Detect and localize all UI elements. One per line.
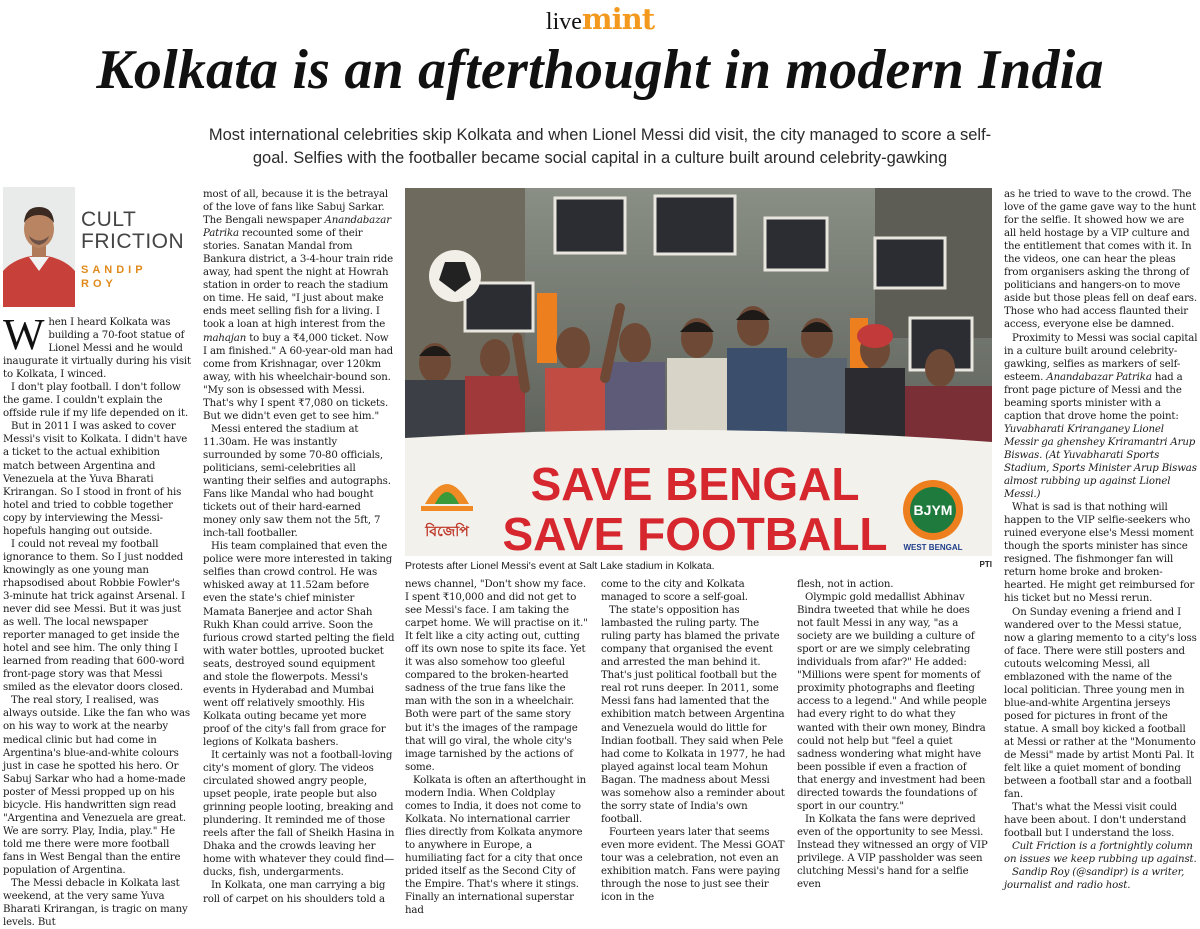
article-column-2 [203, 188, 395, 905]
author-bio: Sandip Roy (@sandipr) is a writer, journalist and radio host. [1004, 867, 1185, 892]
bjym-sub-text: WEST BENGAL [903, 543, 963, 552]
paragraph: come to the city and Kolkata managed to score a self-goal. [601, 579, 748, 604]
paragraph: The state's opposition has lambasted the ruling party. The ruling party has blamed the private company that organised the event and arrested the man behind it. That's just political football but the real rot runs deeper. In 2011, some Messi fans had lamented that the exhibition match between Argentina and Venezuela would do little for Indian football. They said when Pele had come to Kolkata in 1977, he had played against local team Mohun Bagan. The madness about Messi was somehow also a reminder about the sorry state of India's own football. [601, 605, 786, 825]
paragraph: as he tried to wave to the crowd. The love of the game gave way to the hunt for the selfie. It showed how we are all held hostage by a VIP culture and the entitlement that comes with it. In the videos, one can hear the pleas from organisers asking the throng of politicians and hangers-on to move aside but those pleas fell on deaf ears. Those who had access flaunted their access, everyone else be damned. [1004, 189, 1197, 331]
column-name: CULT FRICTION [81, 208, 185, 253]
paragraph: In Kolkata, one man carrying a big roll of carpet on his shoulders told a [203, 880, 386, 905]
paragraph: What is sad is that nothing will happen to the VIP selfie-seekers who ruined everyone else's Messi moment though the sports minister has since resigned. The fishmonger fan will return home broke and broken-hearted. He might get reimbursed for his ticket but no Messi rerun. [1004, 502, 1195, 605]
paragraph: But in 2011 I was asked to cover Messi's visit to Kolkata. I didn't have a ticket to the actual exhibition match between Argentina and Venezuela at the Yuva Bharati Krirangan. So I stood in front of his hotel and tried to cobble together copy by interviewing the Messi-hopefuls hanging out outside. [3, 421, 188, 537]
paragraph: I could not reveal my football ignorance to them. So I just nodded knowingly as one young man rhapsodised about Robbie Fowler's 3-minute hat trick against Arsenal. I never did see Messi. But it was just as well. The local newspaper reporter managed to get inside the hotel and see him. The only thing I learned from reading that 600-word front-page story was that Messi smiled as the elevator doors closed. [3, 538, 186, 694]
masthead-logo [0, 2, 1200, 36]
paragraph: The real story, I realised, was always outside. Like the fan who was on his way to work at the nearby medical clinic but had come in Argentina's blue-and-white colours just in case he spotted his hero. Or Sabuj Sarkar who had a home-made poster of Messi propped up on his bicycle. His handwritten sign read "Argentina and Venezuela are great. We are sorry. Play, India, play." He told me there were more football fans in West Bengal than the entire population of Argentina. [3, 695, 190, 876]
article-column-1 [3, 310, 191, 929]
paragraph: The Messi debacle in Kolkata last weekend, at the very same Yuva Bharati Krirangan, is tragic on many levels. But [3, 878, 188, 929]
paragraph: Fourteen years later that seems even more evident. The Messi GOAT tour was a celebration, not even an exhibition match. Fans were paying through the nose to just see their icon in the [601, 826, 785, 904]
headline: Kolkata is an afterthought in modern India [96, 39, 1104, 101]
paragraph: most of all, because it is the betrayal of the love of fans like Sabuj Sarkar. The Bengali newspaper Anandabazar Patrika recounted some of their stories. Sanatan Mandal from Bankura district, a 3-4-hour train ride away, had spent the night at Howrah station in order to reach the stadium on time. He said, "I just about make ends meet selling fish for a living. I took a loan at high interest from the mahajan to buy a ₹4,000 ticket. Now I am finished." A 60-year-old man had come from Krishnagar, over 120km away, with his wheelchair-bound son. "My son is obsessed with Messi. That's why I spent ₹7,080 on tickets. But we didn't even get to see him." [203, 189, 394, 422]
author-block [3, 187, 189, 307]
author-byline: SANDIP ROY [81, 264, 147, 290]
logo-mint: mint [581, 2, 655, 36]
deck: Most international celebrities skip Kolkata and when Lionel Messi did visit, the city managed to score a self-goal. Selfies with the footballer became social capital in a culture built around celebrity-gawking [208, 126, 992, 167]
banner-line-1: SAVE BENGAL [530, 458, 860, 510]
article-column-5 [797, 578, 989, 891]
column-note: Cult Friction is a fortnightly column on issues we keep rubbing up against. [1004, 841, 1197, 866]
paragraph: That's what the Messi visit could have been about. I don't understand football but I understand the loss. [1004, 802, 1187, 840]
bjp-text: বিজেপি [425, 524, 469, 540]
paragraph: I don't play football. I don't follow the game. I couldn't explain the offside rule if my life depended on it. [3, 382, 189, 420]
paragraph: Kolkata is often an afterthought in modern India. When Coldplay comes to India, it does not come to Kolkata. No international carrier flies directly from Kolkata anymore to anywhere in Europe, a humiliating fact for a city that once prided itself as the Second City of the Empire. That's where it stings. Finally an international superstar had [405, 774, 586, 917]
logo-live: live [545, 9, 582, 35]
banner-line-2: SAVE FOOTBALL [502, 508, 888, 560]
paragraph: When I heard Kolkata was building a 70-foot statue of Lionel Messi and he would inaugurate it virtually during his visit to Kolkata, I winced. [3, 310, 191, 381]
paragraph: In Kolkata the fans were deprived even of the opportunity to see Messi. Instead they witnessed an orgy of VIP privilege. A VIP passholder was seen clutching Messi's hand for a selfie even [797, 813, 988, 891]
photo-caption: Protests after Lionel Messi's event at Salt Lake stadium in Kolkata. PTI [405, 560, 992, 572]
paragraph: Olympic gold medallist Abhinav Bindra tweeted that while he does not fault Messi in any way, "as a society are we building a culture of sport or are we simply celebrating individuals from afar?" He added: "Millions were spent for moments of proximity photographs and fleeting access to a legend." And while people had every right to do what they wanted with their own money, Bindra could not help but "feel a quiet sadness wondering what might have been possible if even a fraction of that energy and investment had been directed towards the foundations of sport in our country." [797, 592, 987, 812]
paragraph: Messi entered the stadium at 11.30am. He was instantly surrounded by some 70-80 officials, politicians, semi-celebrities all wanting their selfies and autographs. Fans like Mandal who had bought tickets out of their hard-earned money only saw them not the 5ft, 7 inch-tall footballer. [203, 423, 391, 540]
paragraph: His team complained that even the police were more interested in taking selfies than crowd control. He was whisked away at 11.52am before even the state's chief minister Mamata Banerjee and actor Shah Rukh Khan could arrive. Soon the furious crowd started pelting the field with water bottles, uprooted bucket seats, destroyed sound equipment and stole the flowerpots. Messi's events in Hyderabad and Mumbai went off relatively smoothly. His Kolkata outing became yet more proof of the city's fall from grace for legions of Kolkata bashers. [203, 541, 395, 748]
drop-cap: W [3, 310, 45, 359]
paragraph: Proximity to Messi was social capital in a culture built around celebrity-gawking, selfies as markers of self-esteem. Anandabazar Patrika had a front page picture of Messi and the beaming sports minister with a caption that drove home the point: Yuvabharati Kriranganey Lionel Messir ga ghenshey Kriramantri Arup Biswas. (At Yuvabharati Sports Stadium, Sports Minister Arup Biswas almost rubbing up against Lionel Messi.) [1004, 332, 1198, 501]
article-column-4 [601, 578, 786, 904]
article-column-3 [405, 578, 590, 917]
paragraph: flesh, not in action. [797, 579, 894, 590]
bjym-logo-text: BJYM [913, 502, 953, 518]
paragraph: news channel, "Don't show my face. I spent ₹10,000 and did not get to see Messi's face. I am taking the carpet home. We will practise on it." It felt like a city acting out, cutting off its own nose to spite its face. Yet it was also somehow too gleeful compared to the broken-hearted sadness of the true fans like the man with the son in a wheelchair. Both were part of the same story but it's the images of the rampage that will go viral, the whole city's image tarnished by the actions of some. [405, 579, 588, 773]
paragraph: It certainly was not a football-loving city's moment of glory. The videos circulated showed angry people, upset people, irate people but also grinning people looting, breaking and plundering. It reminded me of those reels after the fall of Sheikh Hasina in Dhaka and the crowds leaving her home with whatever they could find—ducks, fish, undergarments. [203, 750, 395, 879]
photo-credit: PTI [979, 560, 992, 569]
author-avatar [3, 187, 75, 307]
protest-photo [405, 188, 992, 560]
article-column-6 [1004, 188, 1198, 892]
paragraph: On Sunday evening a friend and I wandered over to the Messi statue, now a glaring memento to a city's loss of face. There were still posters and cutouts welcoming Messi, all emblazoned with the name of the local politician. Three young men in blue-and-white Argentina jerseys posed for pictures in front of the statue. A small boy kicked a football at Messi or rather at the "Monumento de Messi" made by artist Monti Pal. It felt like a quiet moment of bonding between a football star and a football fan. [1004, 606, 1197, 801]
